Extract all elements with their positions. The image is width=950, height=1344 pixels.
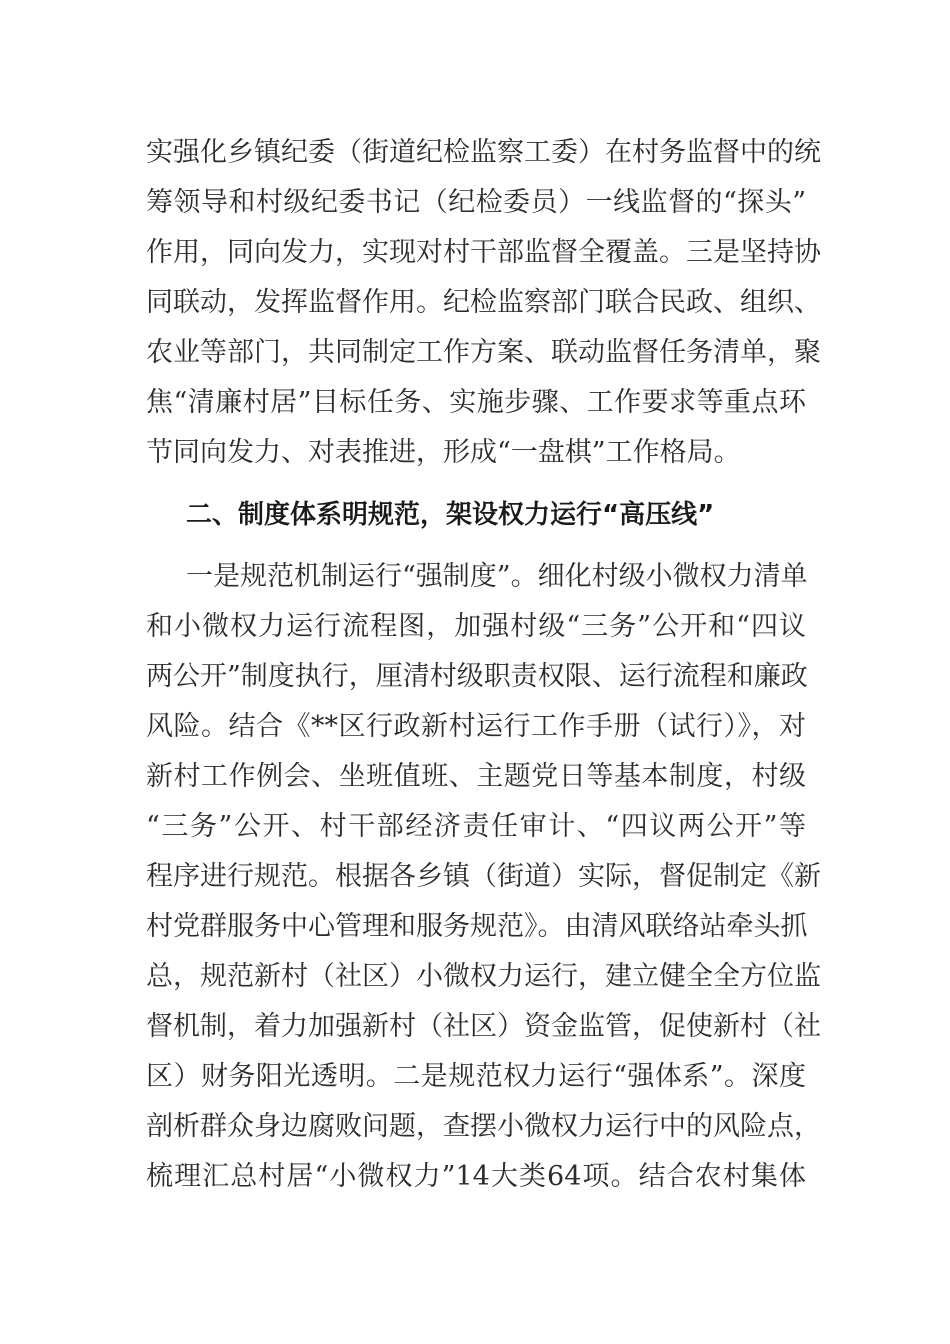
body-text-line: 和小微权力运行流程图，加强村级“三务”公开和“四议 — [146, 611, 806, 642]
body-text-line: 农业等部门，共同制定工作方案、联动监督任务清单，聚 — [146, 337, 821, 368]
body-text-line: 督机制，着力加强新村（社区）资金监管，促使新村（社 — [146, 1011, 821, 1042]
body-text-line: “三务”公开、村干部经济责任审计、“四议两公开”等 — [146, 811, 806, 842]
body-text-line: 实强化乡镇纪委（街道纪检监察工委）在村务监督中的统 — [146, 137, 821, 168]
body-text-line: 梳理汇总村居“小微权力”14大类64项。结合农村集体 — [146, 1161, 806, 1192]
body-text-line: 风险。结合《**区行政新村运行工作手册（试行）》，对 — [146, 711, 806, 742]
body-text-line: 总，规范新村（社区）小微权力运行，建立健全全方位监 — [146, 961, 821, 992]
body-text-line: 节同向发力、对表推进，形成“一盘棋”工作格局。 — [146, 437, 741, 468]
body-text-line: 区）财务阳光透明。二是规范权力运行“强体系”。深度 — [146, 1061, 806, 1092]
section-heading: 二、制度体系明规范，架设权力运行“高压线” — [186, 500, 715, 530]
body-text-line: 作用，同向发力，实现对村干部监督全覆盖。三是坚持协 — [146, 237, 821, 268]
body-text-line: 同联动，发挥监督作用。纪检监察部门联合民政、组织、 — [146, 287, 821, 318]
body-text-line: 筹领导和村级纪委书记（纪检委员）一线监督的“探头” — [146, 187, 806, 218]
body-text-line: 村党群服务中心管理和服务规范》。由清风联络站牵头抓 — [146, 911, 808, 942]
body-text-line: 焦“清廉村居”目标任务、实施步骤、工作要求等重点环 — [146, 387, 806, 418]
body-text-line: 两公开”制度执行，厘清村级职责权限、运行流程和廉政 — [146, 661, 808, 692]
body-text-line: 程序进行规范。根据各乡镇（街道）实际，督促制定《新 — [146, 861, 821, 892]
body-text-line: 剖析群众身边腐败问题，查摆小微权力运行中的风险点， — [146, 1111, 821, 1142]
body-text-line: 新村工作例会、坐班值班、主题党日等基本制度，村级 — [146, 761, 806, 792]
body-text-line: 一是规范机制运行“强制度”。细化村级小微权力清单 — [186, 561, 808, 592]
